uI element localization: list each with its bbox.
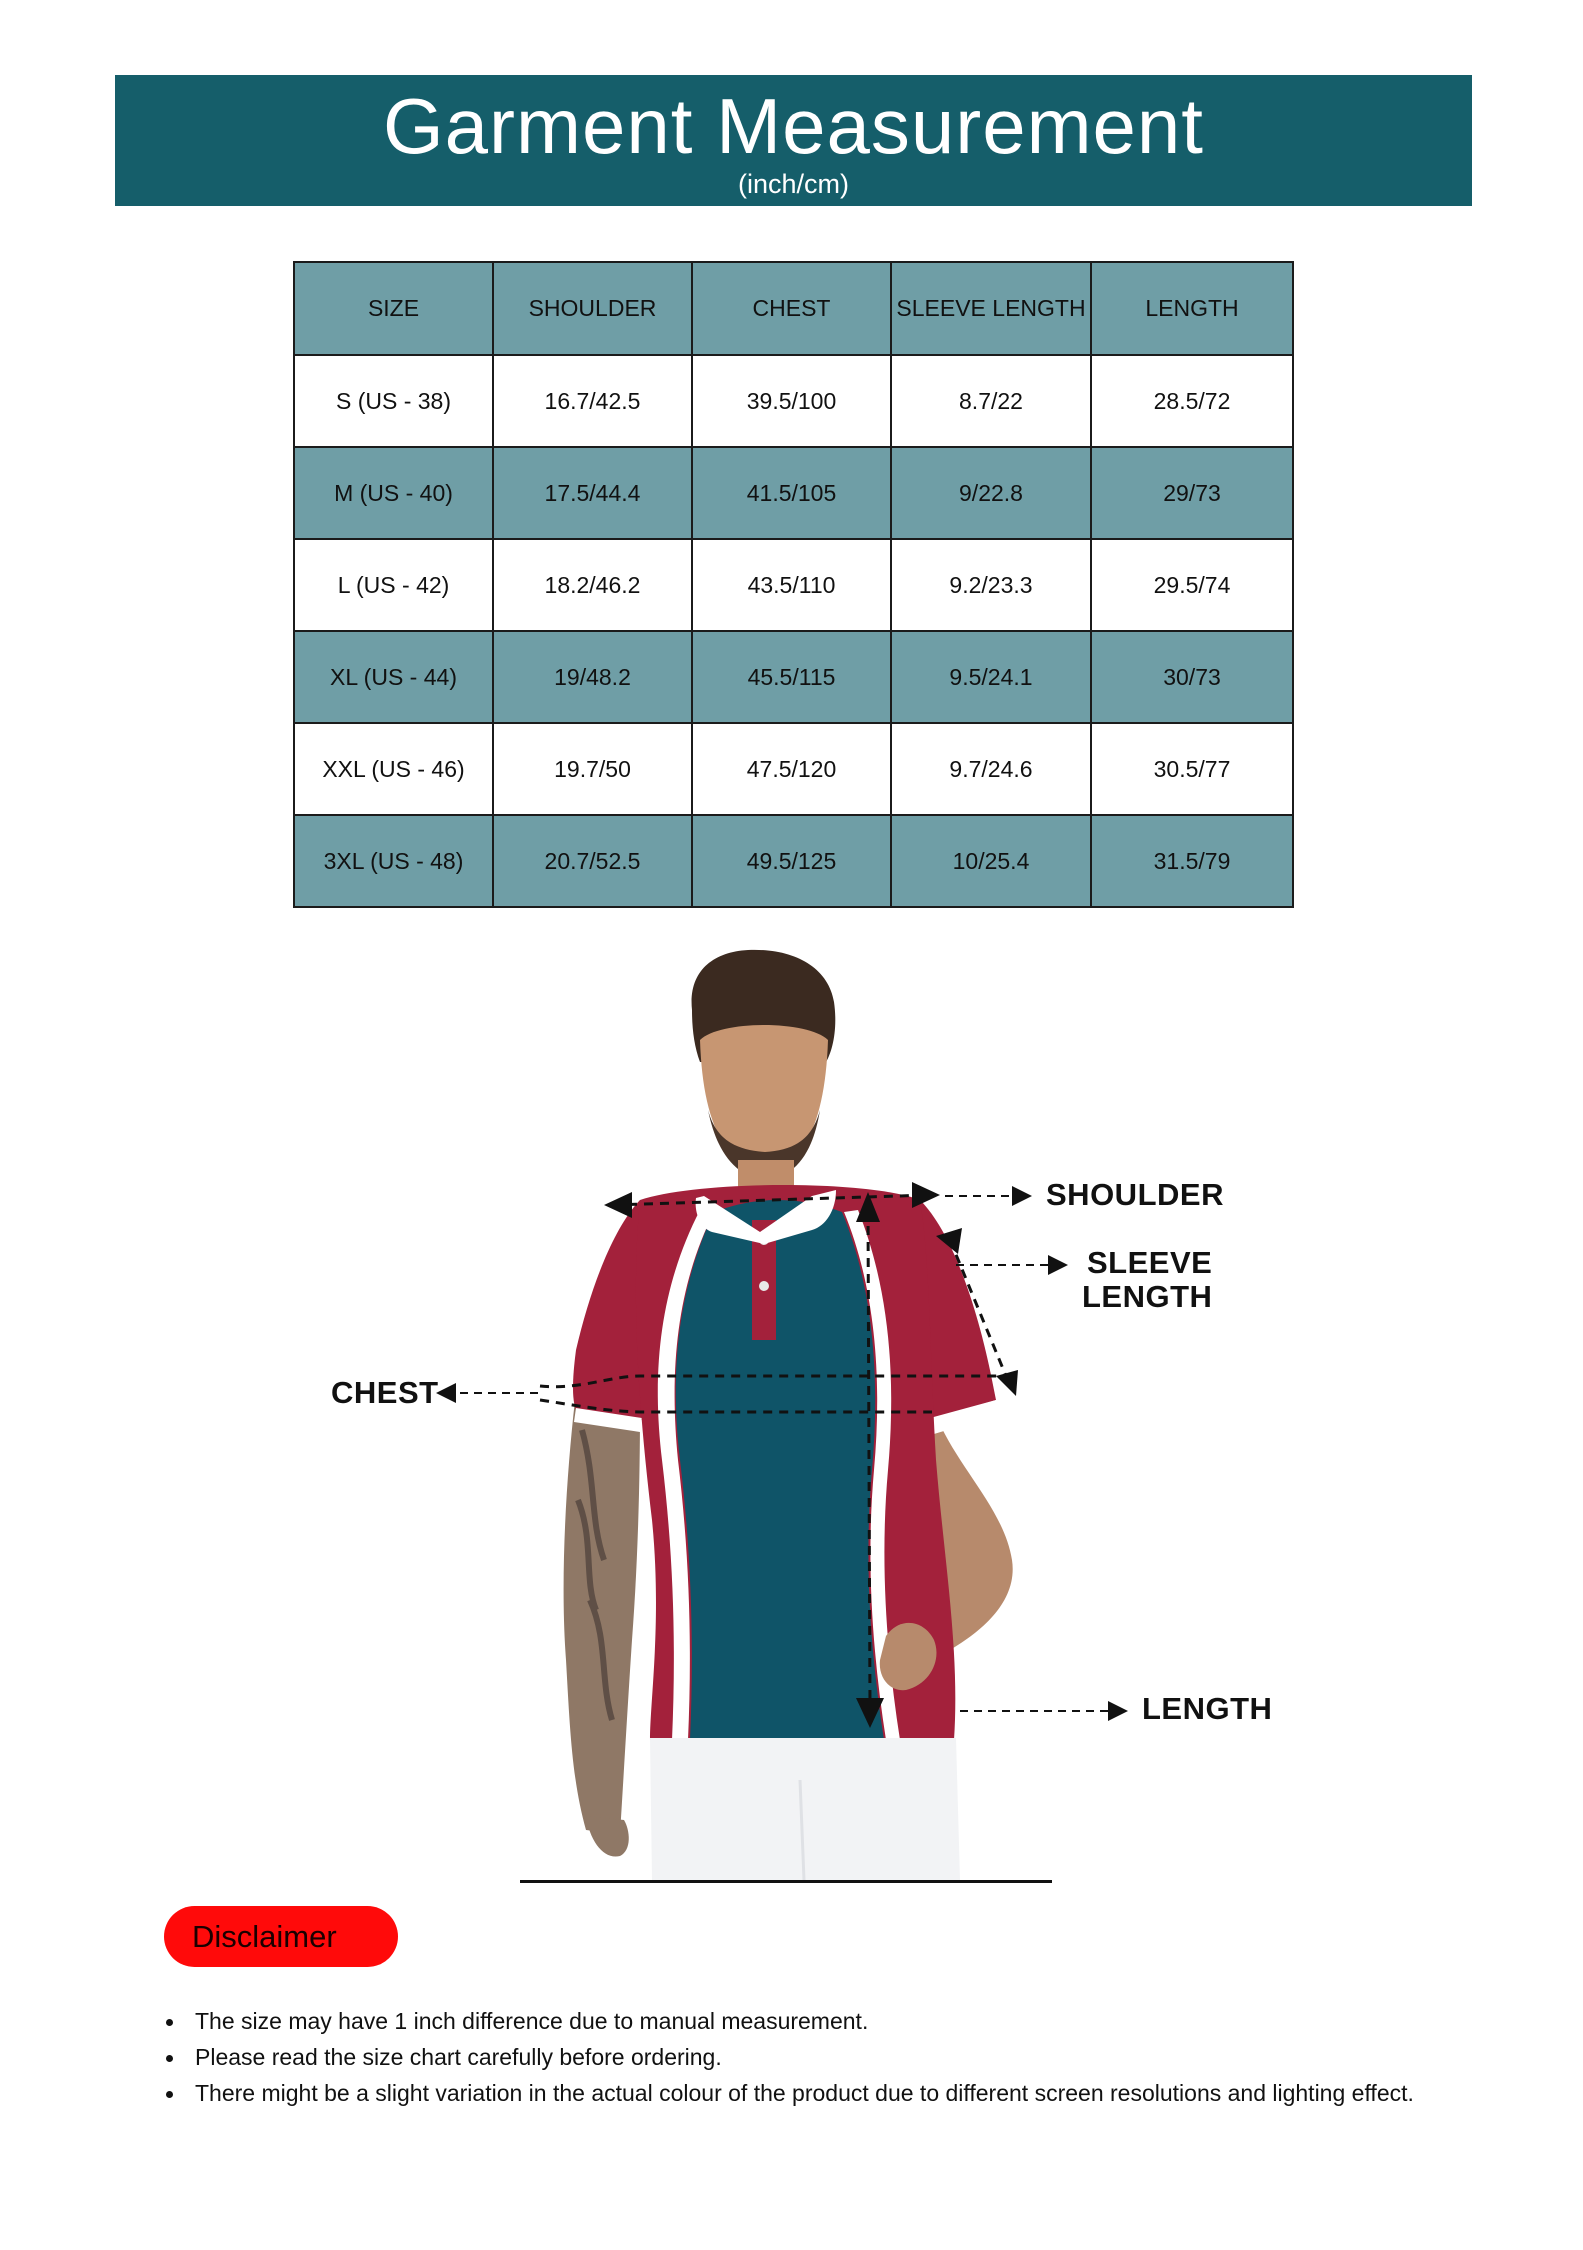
- table-cell: 9/22.8: [891, 447, 1091, 539]
- label-sleeve-length: LENGTH: [1082, 1279, 1213, 1314]
- table-cell: 3XL (US - 48): [294, 815, 493, 907]
- disclaimer-notes: [160, 2003, 1540, 2111]
- label-shoulder: SHOULDER: [1046, 1177, 1224, 1212]
- chest-guide-lower: [540, 1400, 932, 1412]
- table-row: [294, 355, 1293, 447]
- column-header-shoulder: SHOULDER: [493, 262, 692, 355]
- table-row: [294, 539, 1293, 631]
- page-title: Garment Measurement: [383, 82, 1204, 170]
- table-cell: S (US - 38): [294, 355, 493, 447]
- size-chart-table: [293, 261, 1294, 908]
- table-cell: 20.7/52.5: [493, 815, 692, 907]
- model-photo: [520, 950, 1052, 1883]
- column-header-sleeve-length: SLEEVE LENGTH: [891, 262, 1091, 355]
- table-cell: 43.5/110: [692, 539, 891, 631]
- table-cell: 30/73: [1091, 631, 1293, 723]
- table-cell: 31.5/79: [1091, 815, 1293, 907]
- table-cell: M (US - 40): [294, 447, 493, 539]
- table-cell: XXL (US - 46): [294, 723, 493, 815]
- column-header-length: LENGTH: [1091, 262, 1293, 355]
- table-row: [294, 815, 1293, 907]
- column-header-size: SIZE: [294, 262, 493, 355]
- length-arrow-bottom: [856, 1698, 884, 1728]
- table-cell: 49.5/125: [692, 815, 891, 907]
- table-cell: XL (US - 44): [294, 631, 493, 723]
- table-cell: 18.2/46.2: [493, 539, 692, 631]
- table-cell: 28.5/72: [1091, 355, 1293, 447]
- table-cell: 39.5/100: [692, 355, 891, 447]
- table-row: [294, 447, 1293, 539]
- column-header-chest: CHEST: [692, 262, 891, 355]
- table-row: [294, 631, 1293, 723]
- table-cell: 19/48.2: [493, 631, 692, 723]
- sleeve-arrow-bottom: [996, 1370, 1018, 1396]
- table-cell: 9.2/23.3: [891, 539, 1091, 631]
- table-cell: 45.5/115: [692, 631, 891, 723]
- length-guide: [868, 1210, 870, 1708]
- table-cell: 8.7/22: [891, 355, 1091, 447]
- sleeve-arrow-top: [936, 1228, 962, 1254]
- table-cell: 41.5/105: [692, 447, 891, 539]
- table-cell: 16.7/42.5: [493, 355, 692, 447]
- unit-subtitle: (inch/cm): [737, 169, 849, 199]
- table-cell: 17.5/44.4: [493, 447, 692, 539]
- table-cell: L (US - 42): [294, 539, 493, 631]
- table-cell: 9.5/24.1: [891, 631, 1091, 723]
- header-banner: [115, 75, 1472, 206]
- chest-guide-upper: [540, 1376, 1000, 1387]
- shoulder-arrow-left: [604, 1192, 632, 1218]
- table-cell: 29.5/74: [1091, 539, 1293, 631]
- list-item: Please read the size chart carefully before ordering.: [160, 2039, 1540, 2075]
- label-chest: CHEST: [331, 1375, 439, 1410]
- measurement-guides: [440, 1182, 1124, 1728]
- table-cell: 19.7/50: [493, 723, 692, 815]
- list-item: The size may have 1 inch difference due to manual measurement.: [160, 2003, 1540, 2039]
- table-cell: 29/73: [1091, 447, 1293, 539]
- table-cell: 9.7/24.6: [891, 723, 1091, 815]
- table-header-row: [294, 262, 1293, 355]
- list-item: There might be a slight variation in the actual colour of the product due to different screen resolutions and lighting effect.: [160, 2075, 1540, 2111]
- disclaimer-badge: Disclaimer: [164, 1906, 398, 1967]
- table-cell: 10/25.4: [891, 815, 1091, 907]
- shoulder-guide: [612, 1195, 930, 1205]
- label-sleeve: SLEEVE: [1087, 1245, 1213, 1280]
- shoulder-arrow-right: [912, 1182, 940, 1208]
- table-cell: 30.5/77: [1091, 723, 1293, 815]
- table-row: [294, 723, 1293, 815]
- label-length: LENGTH: [1142, 1691, 1273, 1726]
- table-cell: 47.5/120: [692, 723, 891, 815]
- length-arrow-top: [856, 1192, 880, 1222]
- sleeve-guide: [950, 1240, 1006, 1376]
